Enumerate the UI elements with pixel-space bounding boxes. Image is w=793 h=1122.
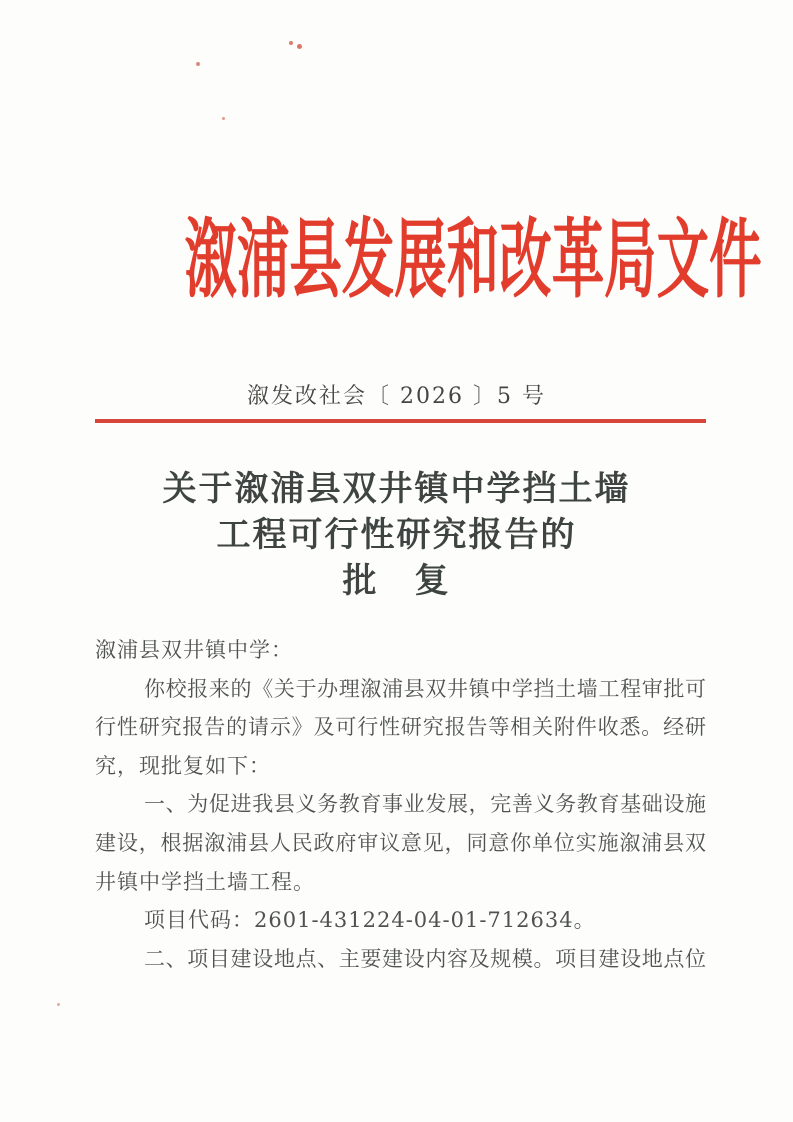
scan-speck	[297, 44, 302, 49]
letterhead	[0, 209, 793, 310]
red-rule-divider	[95, 419, 706, 423]
body-line-salutation: 溆浦县双井镇中学：	[95, 638, 293, 662]
scan-speck	[222, 117, 225, 120]
doc-title-line-3: 批 复	[342, 561, 451, 601]
body-line: 行性研究报告的请示》及可行性研究报告等相关附件收悉。经研	[95, 715, 706, 740]
letterhead-org-title: 溆浦县发展和改革局文件	[184, 209, 762, 310]
scan-speck	[196, 62, 200, 66]
body-line-item-1: 一、为促进我县义务教育事业发展，完善义务教育基础设施	[144, 792, 706, 817]
doc-reference-number: 溆发改社会〔 2026 〕5 号	[247, 384, 546, 409]
doc-title-line-1: 关于溆浦县双井镇中学挡土墙	[162, 469, 631, 509]
body-line: 究，现批复如下：	[95, 753, 271, 778]
scan-speck	[57, 1003, 60, 1006]
body-line: 建设，根据溆浦县人民政府审议意见，同意你单位实施溆浦县双	[95, 830, 706, 855]
scan-speck	[289, 41, 293, 45]
body-line: 井镇中学挡土墙工程。	[95, 869, 315, 894]
body-line: 你校报来的《关于办理溆浦县双井镇中学挡土墙工程审批可	[144, 676, 706, 701]
doc-body	[95, 631, 706, 978]
doc-title	[0, 466, 793, 604]
body-line-item-2: 二、项目建设地点、主要建设内容及规模。项目建设地点位	[144, 946, 706, 971]
body-line-project-code: 项目代码：2601-431224-04-01-712634。	[144, 908, 596, 933]
doc-title-line-2: 工程可行性研究报告的	[216, 515, 577, 555]
